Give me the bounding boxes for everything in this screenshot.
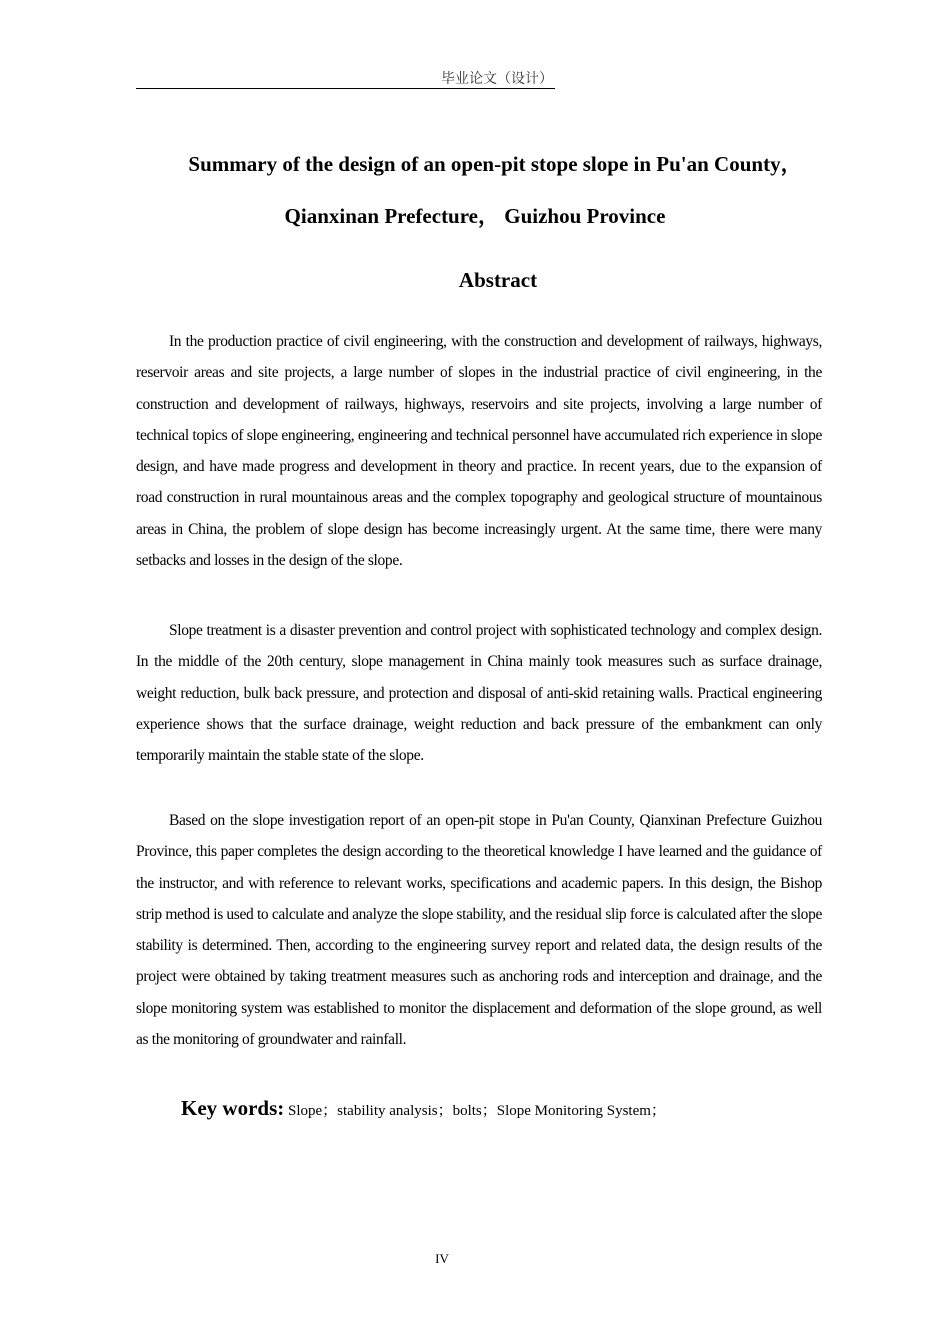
keywords-text: Slope；stability analysis；bolts；Slope Monitoring System； bbox=[284, 1103, 666, 1119]
abstract-paragraph-2: Slope treatment is a disaster prevention and control project with sophisticated technology and complex design. In the middle of the 20th century, slope management in China mainly took measures such as surface drainage, weight reduction, bulk back pressure, and protection and disposal of anti-skid retaining walls. Practical engineering experience shows that the surface drainage, weight reduction and back pressure of the embankment can only temporarily maintain the stable state of the slope. bbox=[136, 622, 822, 765]
abstract-paragraph-3: Based on the slope investigation report of an open-pit stope in Pu'an County, Qianxinan Prefecture Guizhou Province, this paper completes the design according to the theoretical knowledge I have learned and the guidance of the instructor, and with reference to relevant works, specifications and academic papers. In this design, the Bishop strip method is used to calculate and analyze the slope stability, and the residual slip force is calculated after the slope stability is determined. Then, according to the engineering survey report and related data, the design results of the project were obtained by taking treatment measures such as anchoring rods and interception and drainage, and the slope monitoring system was established to monitor the displacement and deformation of the slope ground, as well as the monitoring of groundwater and rainfall. bbox=[136, 812, 823, 1049]
abstract-paragraph-1: In the production practice of civil engineering, with the construction and development of railways, highways, reservoir areas and site projects, a large number of slopes in the industrial practice of civil engineering, in the construction and development of railways, highways, reservoirs and site projects, involving a large number of technical topics of slope engineering, engineering and technical personnel have accumulated rich experience in slope design, and have made progress and development in theory and practice. In recent years, due to the expansion of road construction in rural mountainous areas and the complex topography and geological structure of mountainous areas in China, the problem of slope design has become increasingly urgent. At the same time, there were many setbacks and losses in the design of the slope. bbox=[136, 333, 822, 570]
abstract-heading: Abstract bbox=[458, 268, 538, 292]
thesis-title-line-1: Summary of the design of an open-pit stope slope in Pu'an County， bbox=[188, 152, 802, 176]
page-number: IV bbox=[435, 1251, 449, 1266]
keywords-label: Key words: bbox=[181, 1096, 285, 1120]
running-header bbox=[136, 70, 555, 89]
thesis-title-line-2: Qianxinan Prefecture， Guizhou Province bbox=[284, 204, 666, 228]
keywords-line bbox=[181, 1094, 821, 1125]
running-header-title: 毕业论文（设计） bbox=[441, 71, 553, 87]
